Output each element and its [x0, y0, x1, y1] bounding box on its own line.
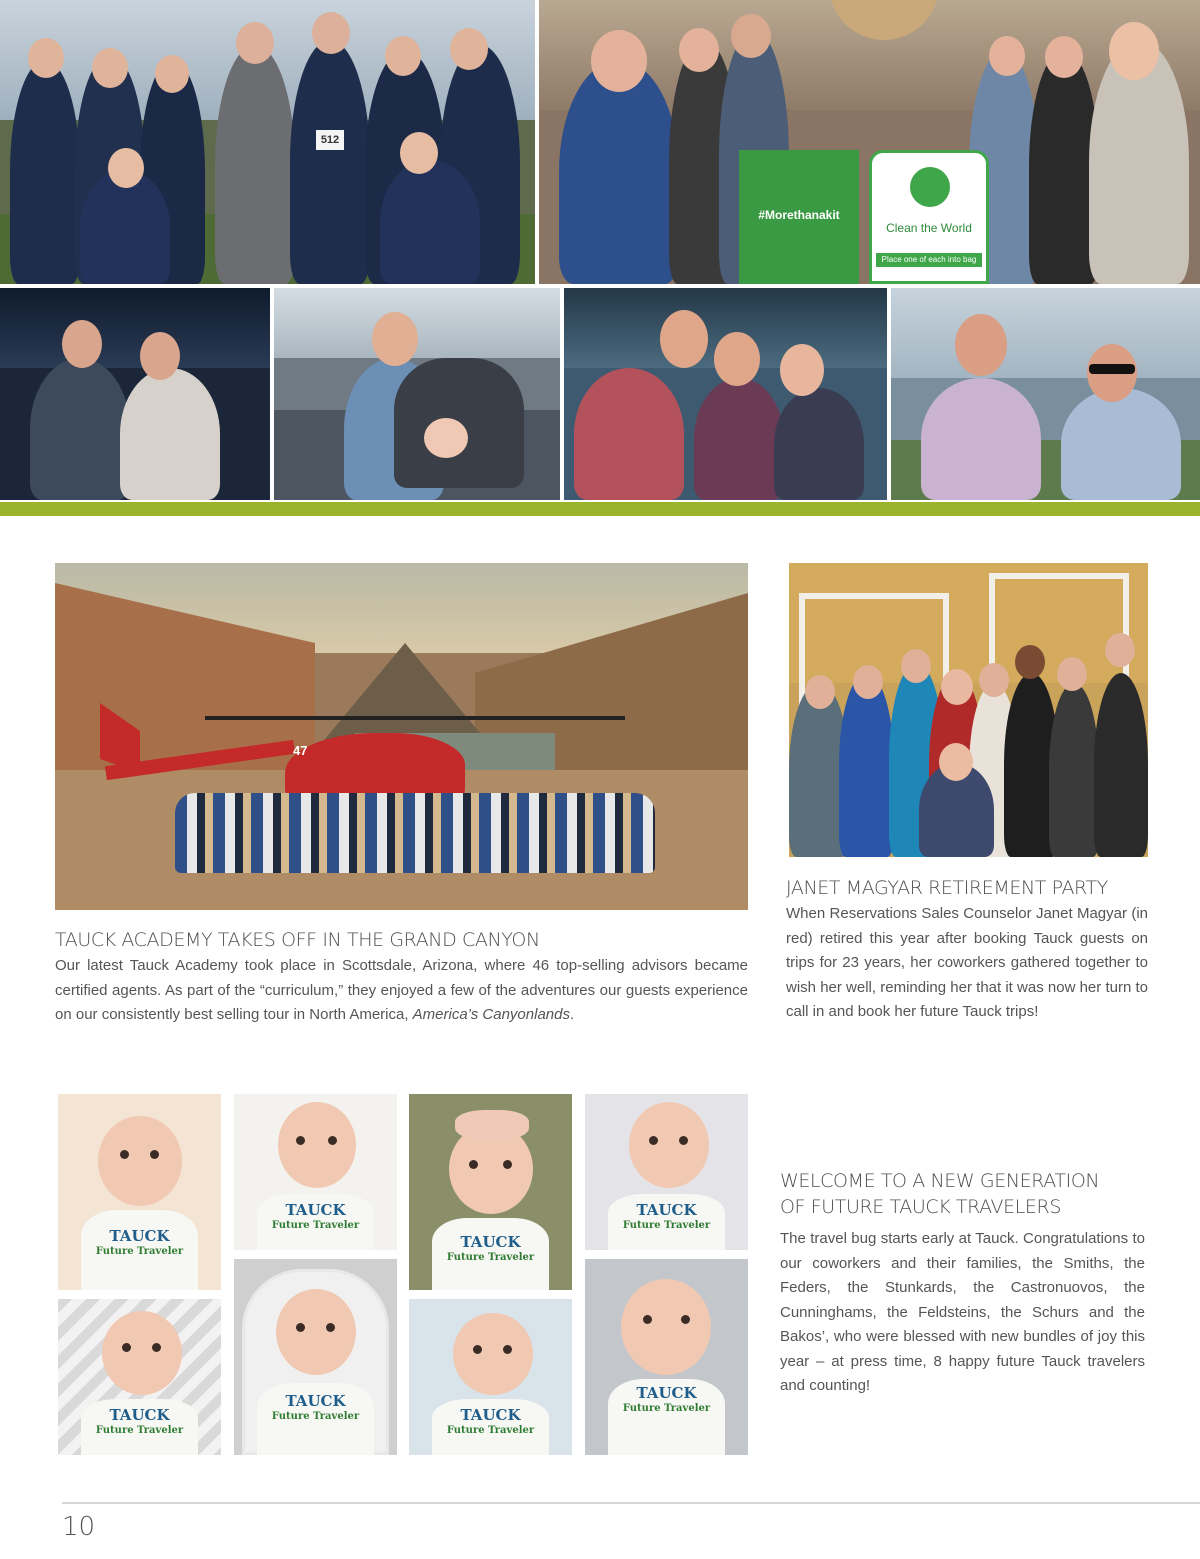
- baby-photo-1: TAUCK Future Traveler: [58, 1094, 221, 1290]
- tour-name: America’s Canyonlands: [412, 1006, 570, 1023]
- future-travelers-title-line1: WELCOME TO A NEW GENERATION: [780, 1170, 1100, 1192]
- grand-canyon-body: Our latest Tauck Academy took place in Scottsdale, Arizona, where 46 top-selling advisors became certified agents. As part of the “curriculum,” they enjoyed a few of the adventures our guests experience on our consistently best selling tour in North America, America’s Canyonlands.: [55, 957, 748, 1023]
- baby-photo-2: TAUCK Future Traveler: [58, 1299, 221, 1455]
- baby-photo-6: TAUCK Future Traveler: [409, 1299, 572, 1455]
- photo-night-two-women: [0, 288, 270, 500]
- baby-photo-8: TAUCK Future Traveler: [585, 1259, 748, 1455]
- baby-photo-3: TAUCK Future Traveler: [234, 1094, 397, 1250]
- sign-subtext: Place one of each into bag: [876, 253, 982, 267]
- helicopter-number: 47: [293, 743, 308, 758]
- hashtag-sign: #Morethanakit: [758, 208, 840, 222]
- photo-retirement-party: [789, 563, 1148, 857]
- accent-divider: [0, 502, 1200, 516]
- photo-grand-canyon-helicopter: [55, 563, 748, 910]
- baby-photo-7: TAUCK Future Traveler: [585, 1094, 748, 1250]
- photo-two-men-waterfront: [891, 288, 1200, 500]
- baby-photo-5: TAUCK Future Traveler: [409, 1094, 572, 1290]
- retirement-title: JANET MAGYAR RETIREMENT PARTY: [786, 877, 1108, 899]
- retirement-body: When Reservations Sales Counselor Janet Magyar (in red) retired this year after booking Tauck guests on trips for 23 years, her coworkers gathered together to wish her well, reminding her that it was now her turn to call in and book her future Tauck trips!: [786, 905, 1148, 1020]
- photo-runners-group: [0, 0, 535, 284]
- baby-photo-4: TAUCK Future Traveler: [234, 1259, 397, 1455]
- clean-the-world-sign: [869, 150, 989, 284]
- sign-title: Clean the World: [886, 221, 972, 235]
- future-travelers-body: The travel bug starts early at Tauck. Congratulations to our coworkers and their families, the Smiths, the Feders, the Stunkards, the Castronuovos, the Cunninghams, the Feldsteins, the Schurs and the Bakos’, who were blessed with new bundles of joy this year – at press time, 8 happy future Tauck travelers and counting!: [780, 1230, 1145, 1394]
- future-travelers-title-line2: OF FUTURE TAUCK TRAVELERS: [780, 1196, 1061, 1218]
- photo-woman-with-stroller: [274, 288, 560, 500]
- page-number: 10: [62, 1512, 96, 1542]
- globe-icon: [910, 167, 950, 207]
- footer-rule: [62, 1502, 1200, 1504]
- photo-three-friends: [564, 288, 887, 500]
- grand-canyon-title: TAUCK ACADEMY TAKES OFF IN THE GRAND CANYON: [55, 929, 540, 951]
- photo-clean-the-world: [539, 0, 1200, 284]
- race-bib: 512: [316, 130, 344, 150]
